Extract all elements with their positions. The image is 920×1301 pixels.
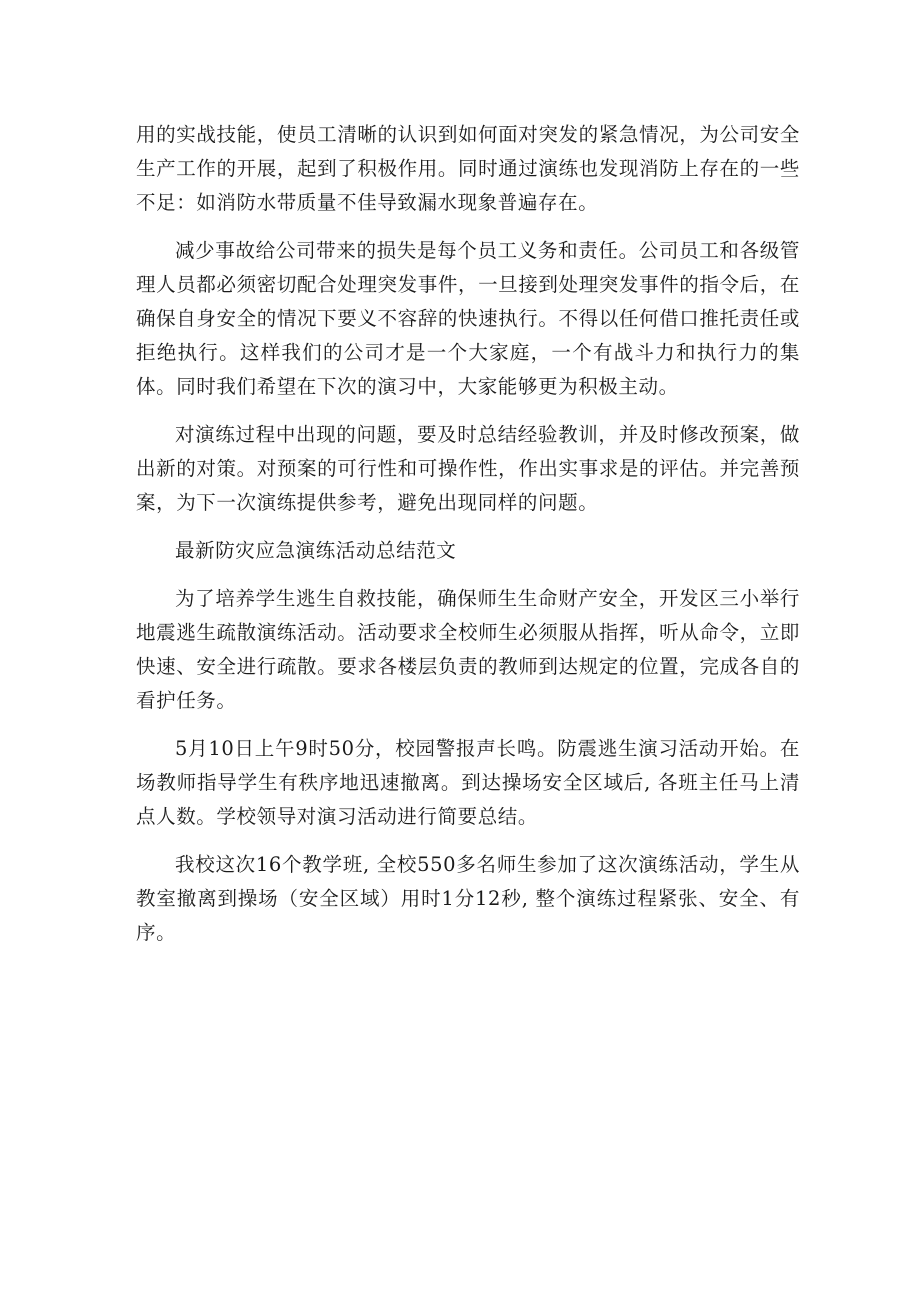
paragraph-responsibility: 减少事故给公司带来的损失是每个员工义务和责任。公司员工和各级管理人员都必须密切配合处理突发事件，一旦接到处理突发事件的指令后，在确保自身安全的情况下要义不容辞的快速执行。不得以任何借口推托责任或拒绝执行。这样我们的公司才是一个大家庭，一个有战斗力和执行力的集体。同时我们希望在下次的演习中，大家能够更为积极主动。 (136, 239, 800, 398)
paragraph-review: 对演练过程中出现的问题，要及时总结经验教训，并及时修改预案，做出新的对策。对预案的可行性和可操作性，作出实事求是的评估。并完善预案，为下一次演练提供参考，避免出现同样的问题。 (136, 423, 800, 514)
paragraph-drill-start: 5月10日上午9时50分，校园警报声长鸣。防震逃生演习活动开始。在场教师指导学生有秩序地迅速撤离。到达操场安全区域后, 各班主任马上清点人数。学校领导对演习活动进行简要总结。 (136, 737, 800, 828)
paragraph-drill-result: 我校这次16个教学班, 全校550多名师生参加了这次演练活动，学生从教室撤离到操场（安全区域）用时1分12秒, 整个演练过程紧张、安全、有序。 (136, 853, 800, 944)
paragraph-continuation: 用的实战技能，使员工清晰的认识到如何面对突发的紧急情况，为公司安全生产工作的开展，起到了积极作用。同时通过演练也发现消防上存在的一些不足：如消防水带质量不佳导致漏水现象普遍存在。 (136, 123, 800, 214)
paragraph-purpose: 为了培养学生逃生自救技能，确保师生生命财产安全，开发区三小举行地震逃生疏散演练活动。活动要求全校师生必须服从指挥，听从命令，立即快速、安全进行疏散。要求各楼层负责的教师到达规定的位置，完成各自的看护任务。 (136, 587, 800, 712)
document-body (136, 118, 800, 964)
section-title: 最新防灾应急演练活动总结范文 (175, 539, 457, 562)
